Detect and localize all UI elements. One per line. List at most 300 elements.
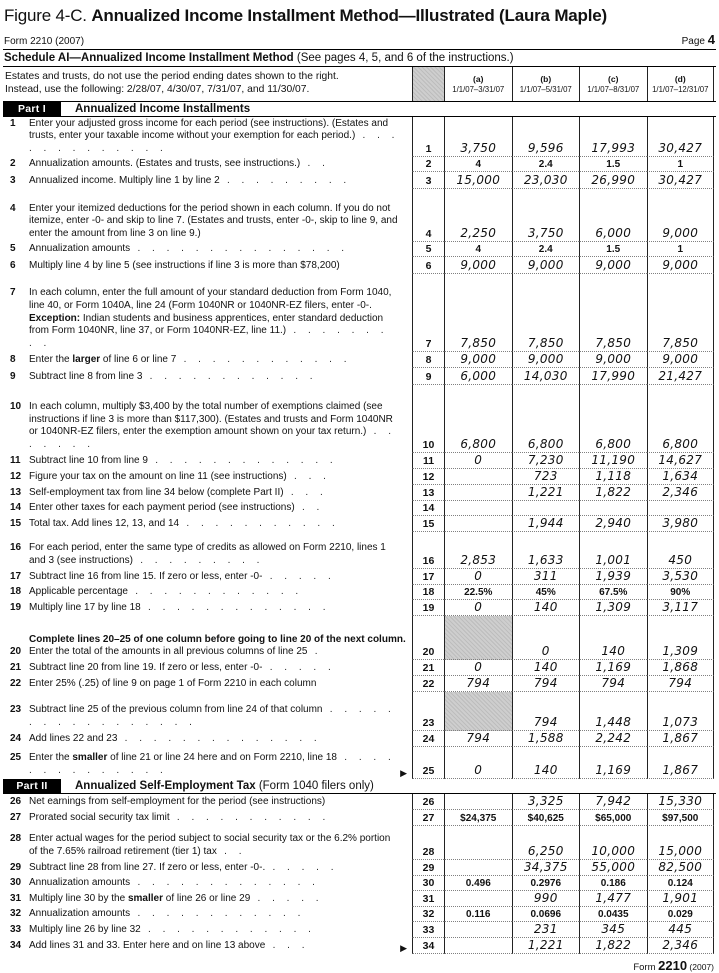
cell-line-23-col-b: 794 <box>512 692 580 731</box>
line-text-segment: Total tax. Add lines 12, 13, and 14 <box>29 518 180 530</box>
line-row-16 <box>3 532 716 569</box>
line-text-row <box>5 602 410 615</box>
line-number-label: 7 <box>10 287 16 299</box>
line-number-label: 27 <box>10 812 22 824</box>
column-header-b <box>512 67 580 101</box>
cell-line-2-col-a: 4 <box>444 157 512 172</box>
cell-line-34-col-a <box>444 938 512 954</box>
line-number-label: 28 <box>10 833 22 845</box>
line-text-row <box>5 733 410 746</box>
line-text-segment: Enter actual wages for the period subject to social security tax or the 6.2% portion of the 7.65% railroad retirement (tier 1) tax <box>29 833 391 858</box>
cell-line-31-col-a <box>444 891 512 907</box>
line-text <box>29 602 410 615</box>
line-description <box>3 585 412 600</box>
line-text <box>29 704 410 730</box>
line-description <box>3 368 412 385</box>
cell-line-26-col-c: 7,942 <box>579 794 647 810</box>
line-number-cell: 18 <box>412 585 444 600</box>
line-description <box>3 794 412 810</box>
line-number-label: 11 <box>10 455 21 467</box>
cell-line-20-col-a <box>444 616 512 660</box>
part2-header-bar <box>3 779 716 794</box>
footer-form-year: (2007) <box>687 962 714 972</box>
line-row-17 <box>3 569 716 585</box>
part2-subtitle: (Form 1040 filers only) <box>258 780 374 792</box>
footer-form-number: 2210 <box>658 958 688 973</box>
line-description <box>3 274 412 352</box>
cell-line-1-col-d: 30,427 <box>647 117 715 157</box>
line-description <box>3 352 412 368</box>
cell-line-5-col-b: 2.4 <box>512 242 580 257</box>
cell-line-32-col-c: 0.0435 <box>579 907 647 922</box>
line-number-label: 1 <box>10 117 16 129</box>
cell-line-19-col-c: 1,309 <box>579 600 647 616</box>
line-text-segment: Subtract line 10 from line 9 <box>29 455 148 467</box>
cell-line-17-col-c: 1,939 <box>579 569 647 585</box>
cell-line-33-col-b: 231 <box>512 922 580 938</box>
cell-line-6-col-c: 9,000 <box>579 257 647 274</box>
cell-line-19-col-b: 140 <box>512 600 580 616</box>
line-text-row <box>5 678 410 691</box>
line-number-label: 13 <box>10 487 22 499</box>
cell-line-22-col-c: 794 <box>579 676 647 692</box>
cell-line-31-col-b: 990 <box>512 891 580 907</box>
cell-line-24-col-a: 794 <box>444 731 512 747</box>
cell-line-20-col-b: 0 <box>512 616 580 660</box>
dot-leader: . . . . . <box>265 862 339 874</box>
cell-line-24-col-d: 1,867 <box>647 731 715 747</box>
cell-line-30-col-a: 0.496 <box>444 876 512 891</box>
line-row-31 <box>3 891 716 907</box>
line-number-cell: 9 <box>412 368 444 385</box>
line-text-segment: Enter the <box>29 752 73 764</box>
line-text-segment: In each column, enter the full amount of your standard deduction from Form 1040, line 40, or Form 1040A, line 24 (Form 1040NR or 1040NR-EZ filers, enter -0-. <box>29 287 392 311</box>
line-number-cell: 24 <box>412 731 444 747</box>
line-text-segment: Annualized income. Multiply line 1 by line 2 <box>29 175 220 187</box>
line-text-segment: Subtract line 8 from line 3 <box>29 371 143 383</box>
line-row-7 <box>3 274 716 352</box>
line-row-15 <box>3 516 716 532</box>
part2-title: Annualized Self-Employment Tax (Form 1040 filers only) <box>75 780 374 792</box>
line-number-label: 15 <box>10 518 22 530</box>
line-text <box>29 518 410 531</box>
line-text <box>29 877 410 890</box>
line-text-row <box>5 243 410 256</box>
dot-leader: . . . . . <box>262 571 336 583</box>
cell-line-25-col-c: 1,169 <box>579 747 647 779</box>
column-letter: (b) <box>540 74 552 84</box>
line-description <box>3 532 412 569</box>
line-row-33 <box>3 922 716 938</box>
line-description <box>3 860 412 876</box>
line-text <box>29 471 410 484</box>
line-row-5 <box>3 242 716 257</box>
line-row-11 <box>3 453 716 469</box>
cell-line-2-col-c: 1.5 <box>579 157 647 172</box>
line-text <box>29 924 410 937</box>
cell-line-21-col-b: 140 <box>512 660 580 676</box>
line-text <box>29 371 410 384</box>
line-number-label: 19 <box>10 602 22 614</box>
line-number-column-header-shaded <box>412 67 444 101</box>
cell-line-7-col-a: 7,850 <box>444 274 512 352</box>
line-text <box>29 158 410 171</box>
cell-line-32-col-b: 0.0696 <box>512 907 580 922</box>
line-number-cell: 8 <box>412 352 444 368</box>
line-text-row <box>5 175 410 188</box>
cell-line-11-col-a: 0 <box>444 453 512 469</box>
dot-leader: . . . <box>286 471 331 483</box>
line-description <box>3 826 412 860</box>
cell-line-29-col-b: 34,375 <box>512 860 580 876</box>
cell-line-27-col-d: $97,500 <box>647 810 715 826</box>
line-description <box>3 501 412 516</box>
line-text <box>29 862 410 875</box>
line-text <box>29 646 410 659</box>
figure-title-main: Annualized Income Installment Method—Illustrated (Laura Maple) <box>91 6 607 25</box>
line-text-row <box>5 542 410 568</box>
line-number-cell: 30 <box>412 876 444 891</box>
line-row-28 <box>3 826 716 860</box>
line-text <box>29 502 410 515</box>
cell-line-6-col-a: 9,000 <box>444 257 512 274</box>
dot-leader: . . <box>216 846 246 858</box>
line-row-27 <box>3 810 716 826</box>
line-row-21 <box>3 660 716 676</box>
line-text <box>29 287 410 351</box>
line-number-label: 21 <box>10 662 22 674</box>
line-number-cell: 33 <box>412 922 444 938</box>
dot-leader: . . . <box>283 487 328 499</box>
cell-line-22-col-a: 794 <box>444 676 512 692</box>
line-row-4 <box>3 189 716 242</box>
line-text-segment: Enter 25% (.25) of line 9 on page 1 of Form 2210 in each column <box>29 678 317 690</box>
line-number-label: 24 <box>10 733 22 745</box>
cell-line-15-col-b: 1,944 <box>512 516 580 532</box>
line-description <box>3 660 412 676</box>
column-dates: 1/1/07–8/31/07 <box>587 85 640 94</box>
cell-line-28-col-d: 15,000 <box>647 826 715 860</box>
part2-rows <box>3 794 716 954</box>
dot-leader: . . . . . . . . . . . . . <box>29 130 399 155</box>
cell-line-1-col-a: 3,750 <box>444 117 512 157</box>
line-text <box>29 542 410 568</box>
form-meta-row <box>3 33 716 50</box>
line-number-cell: 16 <box>412 532 444 569</box>
line-text-row <box>5 796 410 809</box>
cell-line-14-col-b <box>512 501 580 516</box>
cell-line-7-col-b: 7,850 <box>512 274 580 352</box>
line-row-14 <box>3 501 716 516</box>
line-number-label: 30 <box>10 877 22 889</box>
cell-line-34-col-d: 2,346 <box>647 938 715 954</box>
cell-line-16-col-c: 1,001 <box>579 532 647 569</box>
cell-line-18-col-b: 45% <box>512 585 580 600</box>
cell-line-26-col-d: 15,330 <box>647 794 715 810</box>
line-text <box>29 354 410 367</box>
line-description <box>3 876 412 891</box>
cell-line-13-col-b: 1,221 <box>512 485 580 501</box>
line-text-segment: Net earnings from self-employment for the period (see instructions) <box>29 796 326 808</box>
line-text-segment: Subtract line 16 from line 15. If zero or less, enter -0- <box>29 571 263 583</box>
line-number-cell: 11 <box>412 453 444 469</box>
cell-line-2-col-d: 1 <box>647 157 715 172</box>
line-text <box>29 586 410 599</box>
cell-line-30-col-c: 0.186 <box>579 876 647 891</box>
line-text <box>29 175 410 188</box>
line-number-label: 16 <box>10 542 22 554</box>
line-number-cell: 15 <box>412 516 444 532</box>
dot-leader: . . . . . . . . . . . . <box>142 371 318 383</box>
line-text-row <box>5 371 410 384</box>
dot-leader: . <box>307 646 323 658</box>
line-text-segment: Subtract line 20 from line 19. If zero or less, enter -0- <box>29 662 263 674</box>
line-description <box>3 747 412 779</box>
line-text-row <box>5 940 410 953</box>
cell-line-9-col-c: 17,990 <box>579 368 647 385</box>
line-number-label: 14 <box>10 502 22 514</box>
cell-line-33-col-c: 345 <box>579 922 647 938</box>
line-text-segment: In each column, multiply $3,400 by the total number of exemptions claimed (see instructions if line 3 is more than $117,300). (Estates and trusts and Form 1040NR or 1040NR-EZ filers, enter the exemption amount shown on your tax return.) <box>29 400 393 438</box>
column-header-c <box>579 67 647 101</box>
line-text-row <box>5 203 410 241</box>
figure-title-prefix: Figure 4-C. <box>4 6 92 25</box>
line-description <box>3 616 412 660</box>
line-row-1 <box>3 117 716 157</box>
cell-line-1-col-c: 17,993 <box>579 117 647 157</box>
line-number-cell: 17 <box>412 569 444 585</box>
cell-line-34-col-b: 1,221 <box>512 938 580 954</box>
cell-line-17-col-b: 311 <box>512 569 580 585</box>
cell-line-11-col-d: 14,627 <box>647 453 715 469</box>
cell-line-20-col-d: 1,309 <box>647 616 715 660</box>
line-text-row <box>5 455 410 468</box>
line-description <box>3 117 412 157</box>
line-number-cell: 1 <box>412 117 444 157</box>
cell-line-26-col-b: 3,325 <box>512 794 580 810</box>
line-number-cell: 20 <box>412 616 444 660</box>
line-text <box>29 662 410 675</box>
line-description <box>3 569 412 585</box>
line-text <box>29 571 410 584</box>
page-footer <box>3 954 716 973</box>
line-text-row <box>5 662 410 675</box>
cell-line-12-col-a <box>444 469 512 485</box>
cell-line-5-col-c: 1.5 <box>579 242 647 257</box>
line-number-cell: 3 <box>412 172 444 189</box>
dot-leader: . . <box>300 158 330 170</box>
line-text <box>29 455 410 468</box>
cell-line-23-col-a <box>444 692 512 731</box>
cell-line-16-col-b: 1,633 <box>512 532 580 569</box>
line-row-3 <box>3 172 716 189</box>
line-row-29 <box>3 860 716 876</box>
cell-line-8-col-c: 9,000 <box>579 352 647 368</box>
estates-note-line1: Estates and trusts, do not use the period ending dates shown to the right. <box>5 71 339 82</box>
line-text-segment: of line 21 or line 24 here and on Form 2210, line 18 <box>107 752 337 764</box>
line-number-cell: 5 <box>412 242 444 257</box>
line-row-8 <box>3 352 716 368</box>
cell-line-21-col-a: 0 <box>444 660 512 676</box>
line-text <box>29 401 410 452</box>
cell-line-23-col-d: 1,073 <box>647 692 715 731</box>
cell-line-6-col-d: 9,000 <box>647 257 715 274</box>
line-number-label: 4 <box>10 202 16 214</box>
cell-line-29-col-a <box>444 860 512 876</box>
line-text <box>29 733 410 746</box>
cell-line-27-col-c: $65,000 <box>579 810 647 826</box>
cell-line-14-col-a <box>444 501 512 516</box>
line-text-segment: Enter the total of the amounts in all previous columns of line 25 <box>29 646 308 658</box>
line-text-segment: Enter other taxes for each payment period (see instructions) <box>29 502 295 514</box>
cell-line-2-col-b: 2.4 <box>512 157 580 172</box>
cell-line-5-col-a: 4 <box>444 242 512 257</box>
line-text-row <box>5 812 410 825</box>
line-text <box>29 243 410 256</box>
line-text <box>29 833 410 859</box>
dot-leader: . . . . . . . . . <box>29 325 389 350</box>
cell-line-28-col-c: 10,000 <box>579 826 647 860</box>
line-group-note: Complete lines 20–25 of one column before going to line 20 of the next column. <box>29 634 406 646</box>
schedule-title: Schedule AI—Annualized Income Installment Method <box>4 52 294 64</box>
part1-header-bar <box>3 102 716 117</box>
cell-line-4-col-b: 3,750 <box>512 189 580 242</box>
cell-line-4-col-c: 6,000 <box>579 189 647 242</box>
line-number-cell: 14 <box>412 501 444 516</box>
cell-line-15-col-c: 2,940 <box>579 516 647 532</box>
line-row-26 <box>3 794 716 810</box>
line-text <box>29 940 410 953</box>
cell-line-28-col-b: 6,250 <box>512 826 580 860</box>
cell-line-15-col-a <box>444 516 512 532</box>
dot-leader: . . . . . . . . . . . . . <box>147 455 338 467</box>
line-text-row <box>5 118 410 156</box>
column-header-d <box>647 67 715 101</box>
line-number-label: 25 <box>10 752 22 764</box>
column-dates: 1/1/07–12/31/07 <box>652 85 709 94</box>
line-text-segment: of line 6 or line 7 <box>100 354 177 366</box>
dot-leader: . . . . . . . . . . . . . . . <box>130 243 349 255</box>
cell-line-19-col-d: 3,117 <box>647 600 715 616</box>
cell-line-26-col-a <box>444 794 512 810</box>
line-row-12 <box>3 469 716 485</box>
pointer-arrow-icon: ▶ <box>400 943 407 953</box>
line-number-label: 17 <box>10 571 22 583</box>
line-number-label: 5 <box>10 243 16 255</box>
line-description <box>3 157 412 172</box>
cell-line-23-col-c: 1,448 <box>579 692 647 731</box>
column-dates: 1/1/07–3/31/07 <box>452 85 505 94</box>
cell-line-7-col-c: 7,850 <box>579 274 647 352</box>
line-number-cell: 10 <box>412 385 444 453</box>
part1-label: Part I <box>3 102 61 116</box>
cell-line-32-col-a: 0.116 <box>444 907 512 922</box>
schedule-subtitle: (See pages 4, 5, and 6 of the instructions.) <box>293 52 514 64</box>
column-letter: (a) <box>473 74 484 84</box>
line-text-segment: Enter the <box>29 354 73 366</box>
line-description <box>3 242 412 257</box>
cell-line-10-col-b: 6,800 <box>512 385 580 453</box>
dot-leader: . . . . . . . . . . . . . . <box>29 752 396 777</box>
part1-rows <box>3 117 716 779</box>
line-description <box>3 692 412 731</box>
figure-title <box>4 6 716 26</box>
line-text-segment: Add lines 22 and 23 <box>29 733 118 745</box>
cell-line-30-col-d: 0.124 <box>647 876 715 891</box>
line-text-segment: Subtract line 25 of the previous column from line 24 of that column <box>29 704 323 716</box>
cell-line-8-col-d: 9,000 <box>647 352 715 368</box>
line-text-row <box>5 924 410 937</box>
cell-line-31-col-d: 1,901 <box>647 891 715 907</box>
line-text-row <box>5 646 410 659</box>
line-number-cell: 28 <box>412 826 444 860</box>
cell-line-33-col-a <box>444 922 512 938</box>
line-text-segment: Enter your adjusted gross income for each period (see instructions). (Estates and trusts, enter your taxable income without your exemption for each period.) <box>29 117 389 142</box>
line-description <box>3 189 412 242</box>
page-number: 4 <box>707 32 715 47</box>
line-number-label: 31 <box>10 893 22 905</box>
footer-form-word: Form <box>633 962 659 973</box>
cell-line-28-col-a <box>444 826 512 860</box>
line-number-cell: 13 <box>412 485 444 501</box>
cell-line-17-col-d: 3,530 <box>647 569 715 585</box>
line-text-segment: Figure your tax on the amount on line 11 (see instructions) <box>29 471 287 483</box>
cell-line-4-col-d: 9,000 <box>647 189 715 242</box>
line-number-cell: 27 <box>412 810 444 826</box>
line-row-19 <box>3 600 716 616</box>
cell-line-22-col-b: 794 <box>512 676 580 692</box>
line-text-segment: Multiply line 4 by line 5 (see instructions if line 3 is more than $78,200) <box>29 260 340 272</box>
cell-line-3-col-a: 15,000 <box>444 172 512 189</box>
dot-leader: . . . . . . . . . . . . <box>127 586 303 598</box>
line-text-segment: Applicable percentage <box>29 586 128 598</box>
dot-leader: . . . . . . . . . . . . . <box>130 877 320 889</box>
line-text-row <box>5 287 410 351</box>
page-indicator: Page 4 <box>681 32 715 47</box>
cell-line-5-col-d: 1 <box>647 242 715 257</box>
line-number-cell: 19 <box>412 600 444 616</box>
cell-line-12-col-d: 1,634 <box>647 469 715 485</box>
line-description <box>3 469 412 485</box>
cell-line-15-col-d: 3,980 <box>647 516 715 532</box>
line-number-label: 29 <box>10 862 22 874</box>
line-text <box>29 752 410 778</box>
line-row-13 <box>3 485 716 501</box>
line-text-row <box>5 158 410 171</box>
cell-line-3-col-d: 30,427 <box>647 172 715 189</box>
line-text-row <box>5 586 410 599</box>
line-description <box>3 676 412 692</box>
cell-line-1-col-b: 9,596 <box>512 117 580 157</box>
line-number-cell: 21 <box>412 660 444 676</box>
line-row-22 <box>3 676 716 692</box>
line-text-segment: Annualization amounts <box>29 877 131 889</box>
line-number-cell: 23 <box>412 692 444 731</box>
line-number-label: 3 <box>10 175 16 187</box>
line-text-row <box>5 862 410 875</box>
line-text-segment: of line 26 or line 29 <box>162 893 251 905</box>
cell-line-19-col-a: 0 <box>444 600 512 616</box>
line-description <box>3 385 412 453</box>
cell-line-17-col-a: 0 <box>444 569 512 585</box>
cell-line-18-col-c: 67.5% <box>579 585 647 600</box>
line-text-row <box>5 908 410 921</box>
cell-line-34-col-c: 1,822 <box>579 938 647 954</box>
line-number-cell: 25 <box>412 747 444 779</box>
dot-leader: . . . . . . . . . . . <box>179 518 340 530</box>
line-number-cell: 32 <box>412 907 444 922</box>
line-text-row <box>5 260 410 273</box>
